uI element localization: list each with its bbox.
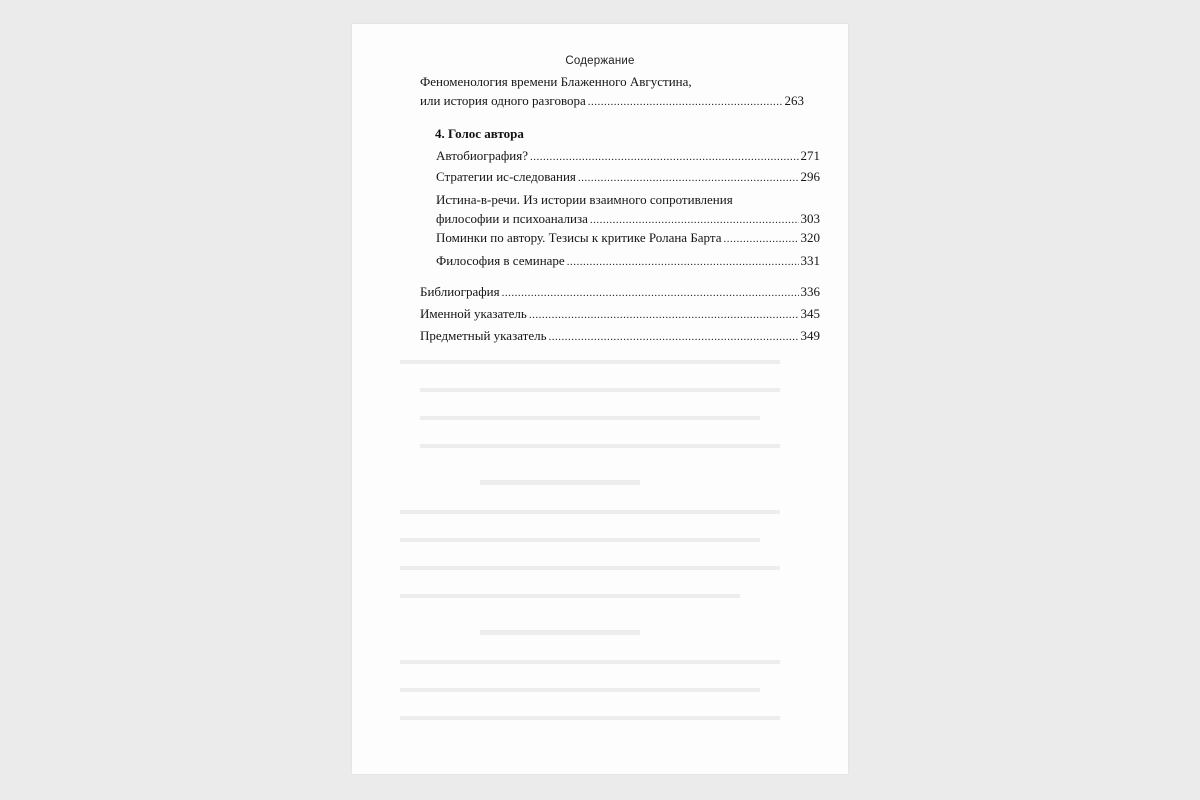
toc-page-number: 345	[800, 306, 820, 321]
dot-leader	[724, 232, 799, 247]
section-heading: 4. Голос автора	[435, 126, 524, 141]
toc-entry-text: Предметный указатель	[420, 328, 547, 343]
dot-leader	[549, 330, 799, 345]
book-page	[352, 24, 848, 774]
toc-page-number: 263	[784, 93, 804, 108]
toc-page-number: 336	[800, 284, 820, 299]
toc-entry	[420, 74, 804, 112]
toc-entry	[420, 306, 820, 325]
toc-entry-text: Поминки по автору. Тезисы к критике Ролана Барта	[436, 230, 722, 245]
toc-entry-text: Философия в семинаре	[436, 253, 565, 268]
toc-entry	[436, 230, 820, 249]
toc-entry-text: или история одного разговора	[420, 93, 586, 108]
toc-page-number: 296	[800, 169, 820, 184]
toc-entry	[436, 169, 820, 188]
toc-entry-text: Феноменология времени Блаженного Августина,	[420, 74, 692, 89]
dot-leader	[578, 171, 799, 186]
toc-page-number: 271	[800, 148, 820, 163]
dot-leader	[588, 95, 783, 110]
toc-entry-text: Именной указатель	[420, 306, 527, 321]
toc-entry	[436, 148, 820, 167]
toc-entry	[420, 284, 820, 303]
toc-page-number: 303	[800, 211, 820, 226]
toc-entry-text: Истина-в-речи. Из истории взаимного сопротивления	[436, 192, 733, 207]
toc-entry-text: Автобиография?	[436, 148, 529, 163]
dot-leader	[567, 255, 799, 270]
toc-page-number: 349	[800, 328, 820, 343]
dot-leader	[529, 308, 799, 323]
toc-entry	[420, 328, 820, 347]
toc-entry	[436, 253, 820, 272]
toc-entry-text: философии и психоанализа	[436, 211, 588, 226]
toc-entry-text: Библиография	[420, 284, 500, 299]
toc-entry-text: Стратегии ис-следования	[436, 169, 576, 184]
dot-leader	[590, 213, 799, 228]
toc-page-number: 331	[800, 253, 820, 268]
page-header: Содержание	[565, 55, 635, 67]
toc-page-number: 320	[800, 230, 820, 245]
dot-leader	[502, 286, 799, 301]
toc-entry	[436, 192, 820, 230]
dot-leader	[530, 150, 798, 165]
